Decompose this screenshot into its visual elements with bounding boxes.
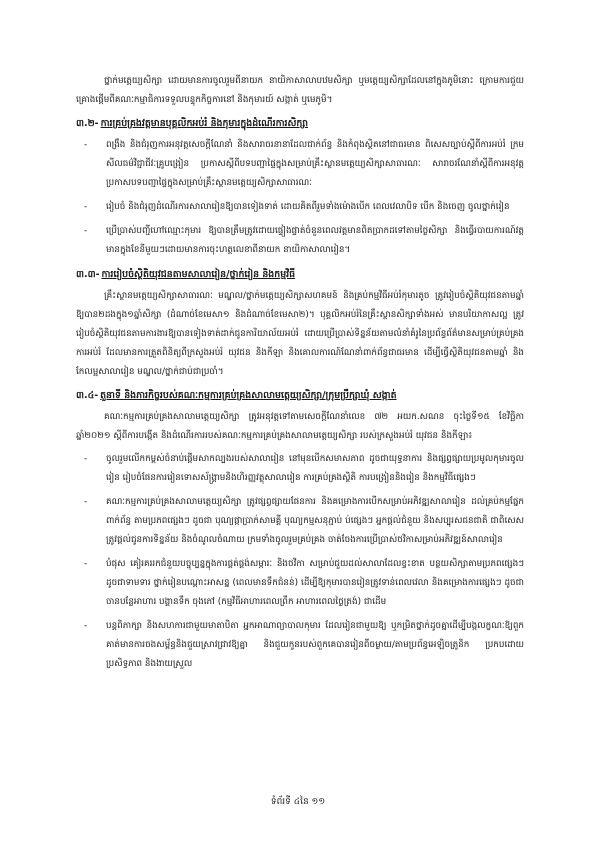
- bullet-dash: -: [84, 454, 88, 464]
- page-number: ទំព័រទី ៤នៃ ១១: [270, 797, 326, 807]
- section-number: ៣.៤-: [76, 390, 99, 401]
- intro-paragraph: ថ្នាក់មត្តេយ្យសិក្សា ដោយមានការចូលរួមពីនាយក នាយិកាសាលាបឋមសិក្សា ឬមត្តេយ្យសិក្សាដែលនៅក្នុងភូមិនោះ ក្រោមការជួយគ្រោងផ្ដើមពីគណៈកម្មាធិការទទួលបន្ទុកកិច្ចការនៅ និងកុមារយ៍ សង្កាត់ ឬមេភូមិ។: [76, 76, 524, 105]
- section-3-4-list: [76, 450, 524, 674]
- bullet-dash: -: [84, 497, 88, 507]
- list-item: [84, 222, 524, 260]
- section-3-2-list: [76, 136, 524, 260]
- section-heading-3-3: [76, 265, 524, 285]
- bullet-dash: -: [84, 226, 88, 236]
- bullet-dash: -: [84, 621, 88, 631]
- section-number: ៣.២-: [76, 118, 99, 129]
- list-item-text: ប្រើប្រាស់បញ្ជីហៅឈ្មោះកុមារ ឱ្យបានត្រឹមត្រូវដោយផ្ទៀងផ្ទាត់ចំនួនពេលវត្តមានពិតប្រាកដទៅតាមថ្ងៃសិក្សា និងធ្វើរបាយការណ៍វត្តមានក្នុងខែនីមួយៗដោយមានការចុះហត្ថលេខាពីនាយក នាយិកាសាលារៀន។: [106, 226, 524, 255]
- bullet-dash: -: [84, 140, 88, 150]
- list-item-text: បំផុស គៀរគររកជំនួយបច្ចុប្បន្នក្នុងការផ្គត់ផ្គង់សម្ភារៈ និងថវិកា សម្រាប់ជួយដល់សាលាដែលខ្វះខាត បន្ថយសិក្សាតាមប្រភពផ្សេងៗ ដូចជាទាមទារ ថ្នាក់រៀនបណ្ដោះអាសន្ន (ពេលមានទឹកជំនន់) ដើម្បីឱ្យកុមារបានរៀនត្រូវទាន់ពេលវេលា និងគម្រោងការផ្សេងៗ ដូចជា ចានបន្លែអាហារ បង្គានទឹក ចុងភៅ (កម្មវិធីអាហារពេលព្រឹក អាហារពេលថ្ងៃត្រង់) ជាដើម: [106, 559, 524, 607]
- list-item: [84, 617, 524, 674]
- section-heading-3-4: [76, 386, 524, 406]
- section-number: ៣.៣-: [76, 269, 100, 280]
- list-item: [84, 136, 524, 193]
- list-item: [84, 493, 524, 550]
- list-item-text: បន្តពិភាក្សា និងសហការជាមួយមាតាបិតា អ្នកអាណាព្យាបាលកុមារ ដែលរៀនជាមួយឱ្យ ឬកម្រិតថ្នាក់ដូចគ្នាដើម្បីបង្កលក្ខណៈឱ្យពួកគាត់មានការចងសម្ព័ន្ធនិងជួយស្រាវជ្រាវឱ្យគ្នា និងជួយកូនរបស់ពួកគេបានរៀនពីចម្ងាយ/តាមប្រព័ន្ធអេឡិចត្រូនិក ប្រកបដោយប្រសិទ្ធភាព និងងាយស្រួល: [106, 621, 524, 669]
- list-item-text: រៀបចំ និងជំរុញដំណើរការសាលារៀនឱ្យបានទៀងទាត់ ដោយគិតពីរួមទាំងម៉ោងបើក ពេលវេលាបិទ បើក និងចេញ ចូលថ្នាក់រៀន: [106, 202, 510, 212]
- list-item-text: គណៈកម្មការគ្រប់គ្រងសាលាមត្តេយ្យសិក្សា ត្រូវផ្សព្វផ្សាយផែនការ និងគម្រោងការបើកសម្រាប់អភិវឌ្ឍសាលារៀន ដល់គ្រប់កម្មផ្នែកពាក់ព័ន្ធ តាមប្រភពផ្សេងៗ ដូចជា បុណ្យផ្កាប្រាក់សាមគ្គី បុណ្យកម្មសនុភ្ជាប់ ប់ផ្សេងៗ អ្នកផ្ដល់ជំនួយ និងសប្បុរសជនជាតិ ជាពិសេសត្រូវផ្ដល់ជូនការទិន្នន័យ និងចំណូលចំណាយ ក្រមទាំងចូលរួមគ្រប់គ្រង ចាត់ចែងការប្រើប្រាស់ថវិកាសម្រាប់អភិវឌ្ឍន៍សាលារៀន: [106, 497, 524, 545]
- bullet-dash: -: [84, 559, 88, 569]
- list-item: [84, 555, 524, 612]
- bullet-dash: -: [84, 202, 88, 212]
- section-3-3-paragraph: គ្រឹះស្ថានមត្តេយ្យសិក្សាសាធារណៈ មណ្ឌល/ថ្នាក់មត្តេយ្យសិក្សាសហគមន៍ និងគ្រប់កម្មវិធីអប់រំកុមារតូច ត្រូវរៀបចំស្ថិតិយុវជនតាមឆ្នាំ ឱ្យបាន២ដងក្នុង១ឆ្នាំសិក្សា (ដំណាច់ខែមេសា១ និងដំណាច់ខែមេសា២)។ បុគ្គលិកអប់រំនៃគ្រឹះស្ថានសិក្សាទាំងអស់ មានបរិយាកាសល្អ ត្រូវរៀបចំស្ថិតិយុវជនតាមការងារឱ្យបានទៀងទាត់ដាក់ជូនការិយាល័យអប់រំ ដោយប្រើប្រាស់ទិន្នន័យតាមលំនាំគំរូនៃប្រព័ន្ធព័ត៌មានសម្រាប់គ្រប់គ្រងការអប់រំ ដែលមានការត្រួតពិនិត្យពីក្រសួងអប់រំ យុវជន និងកីឡា និងគោលការណ៍ណែនាំពាក់ព័ន្ធជាធរមាន ដើម្បីធ្វើស្ថិតិយុវជនតាមឆ្នាំ និងកែលម្អសាលារៀន មណ្ឌល/ថ្នាក់ជាប់ជាប្រចាំ។: [76, 291, 524, 377]
- section-title: ការរៀបចំស្ថិតិយុវជនតាមសាលារៀន/ថ្នាក់រៀន និងកម្មវិធី: [101, 269, 296, 280]
- list-item: [84, 198, 524, 217]
- section-heading-3-2: [76, 114, 524, 134]
- list-item-text: ពង្រឹង និងជំរុញការអនុវត្តសេចក្ដីណែនាំ និងសារាចរនានាដែលជាក់ព័ន្ធ និងកំពុងស្ថិតនៅជាធរមាន ពិសេសច្បាប់ស្ដីពីការអប់រំ ក្រមសីលធម៌វិជ្ជាជីវៈគ្រូបង្រៀន ប្រកាសស្ដីពីបទបញ្ជាផ្ទៃក្នុងសម្រាប់គ្រឹះស្ថានមត្តេយ្យសិក្សាសាធារណៈ សារាចរណែនាំស្ដីពីការអនុវត្តប្រកាសបទបញ្ជាផ្ទៃក្នុងសម្រាប់គ្រឹះស្ថានមត្តេយ្យសិក្សាសាធារណៈ: [106, 140, 524, 188]
- list-item-text: ចូលរួមលើកកម្ពស់ចំនាប់ផ្ដើមសាកល្បងរបស់សាលារៀន នៅមុនបើកសមាសភាព ដូចជាយុទ្ធនាការ និងផ្សព្វផ្សាយប្រមូលកុមារចូលរៀន រៀបចំផែនការរៀនទោសស័ង្គ្រាមនិងហិរញ្ញវត្ថុសាលារៀន ការគ្រប់គ្រងស្ថិតិ ការបង្រៀននិងរៀន និងកម្មវិធីផ្សេងៗ: [106, 454, 524, 483]
- section-title: ការគ្រប់គ្រងវត្តមានបុគ្គលិកអប់រំ និងកុមារក្នុងដំណើរការសិក្សា: [100, 118, 308, 129]
- list-item: [84, 450, 524, 488]
- section-3-4-paragraph: គណៈកម្មការគ្រប់គ្រងសាលាមត្តេយ្យសិក្សា ត្រូវអនុវត្តទៅតាមសេចក្ដីណែនាំលេខ ៧២ អយក.សណន ចុះថ្ងៃទី១៥ ខែវិច្ឆិកា ឆ្នាំ២០២១ ស្ដីពីការបង្កើត និងដំណើរការរបស់គណៈកម្មការគ្រប់គ្រងសាលាមត្តេយ្យសិក្សា របស់ក្រសួងអប់រំ យុវជន និងកីឡា៖: [76, 412, 524, 441]
- section-title: តួនាទី និងភារកិច្ចរបស់គណៈកម្មការគ្រប់គ្រងសាលាមត្តេយ្យសិក្សា/ក្រុមប្រឹក្សាឃុំ សង្កាត់: [100, 390, 397, 401]
